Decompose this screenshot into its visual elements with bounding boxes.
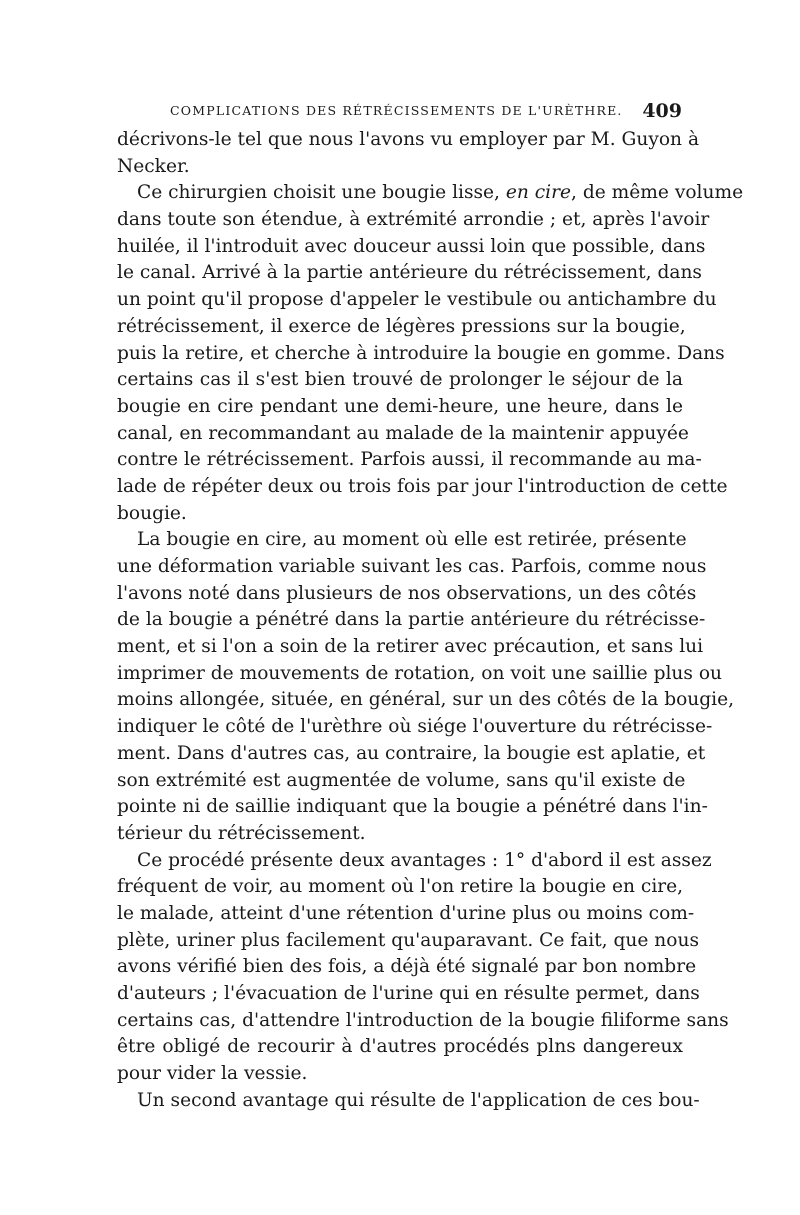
text-line: le malade, atteint d'une rétention d'urine plus ou moins com- — [117, 902, 695, 924]
body-text — [117, 127, 744, 1114]
text-line: le canal. Arrivé à la partie antérieure du rétrécissement, dans — [117, 262, 702, 284]
page-number: 409 — [642, 100, 682, 122]
text-line: dans toute son étendue, à extrémité arrondie ; et, après l'avoir — [117, 209, 710, 231]
text-line: lade de répéter deux ou trois fois par jour l'introduction de cette — [117, 475, 728, 497]
paragraph-start-line: Ce procédé présente deux avantages : 1° d'abord il est assez — [137, 849, 712, 871]
text-line: rétrécissement, il exerce de légères pressions sur la bougie, — [117, 315, 686, 337]
text-line: huilée, il l'introduit avec douceur aussi loin que possible, dans — [117, 235, 706, 257]
text-line: contre le rétrécissement. Parfois aussi, il recommande au ma- — [117, 449, 702, 471]
text-line: une déformation variable suivant les cas. Parfois, comme nous — [117, 556, 707, 577]
text-line: certains cas il s'est bien trouvé de prolonger le séjour de la — [117, 369, 683, 391]
text-line: fréquent de voir, au moment où l'on retire la bougie en cire, — [117, 876, 684, 898]
running-title: COMPLICATIONS DES RÉTRÉCISSEMENTS DE L'URÈTHRE. — [170, 103, 623, 118]
paragraph-start-line: La bougie en cire, au moment où elle est retirée, présente — [137, 529, 687, 551]
text-line: térieur du rétrécissement. — [117, 822, 366, 844]
running-head — [170, 100, 682, 124]
paragraph-start-line: Un second avantage qui résulte de l'application de ces bou- — [137, 1089, 700, 1111]
text-line: avons vérifié bien des fois, a déjà été signalé par bon nombre — [117, 956, 697, 978]
text-line: imprimer de mouvements de rotation, on voit une saillie plus ou — [117, 662, 723, 684]
text-line: bougie en cire pendant une demi-heure, une heure, dans le — [117, 395, 683, 417]
italic-emphasis: en cire — [505, 182, 572, 204]
text-line: de la bougie a pénétré dans la partie antérieure du rétrécisse- — [117, 609, 706, 631]
text-line: bougie. — [117, 502, 187, 524]
text-line: canal, en recommandant au malade de la maintenir appuyée — [117, 422, 689, 444]
text-line: pour vider la vessie. — [117, 1063, 308, 1085]
text-line: un point qu'il propose d'appeler le vestibule ou antichambre du — [117, 289, 717, 311]
text-line: décrivons-le tel que nous l'avons vu employer par M. Guyon à — [117, 129, 700, 150]
text-line: son extrémité est augmentée de volume, sans qu'il existe de — [117, 769, 686, 791]
text-line: pointe ni de saillie indiquant que la bougie a pénétré dans l'in- — [117, 796, 708, 818]
text-line: indiquer le côté de l'urèthre où siége l'ouverture du rétrécisse- — [117, 716, 713, 738]
paragraph-start-line: Ce chirurgien choisit une bougie lisse, en cire, de même volume — [137, 182, 744, 204]
text-line: l'avons noté dans plusieurs de nos observations, un des côtés — [117, 582, 697, 604]
text-line: moins allongée, située, en général, sur un des côtés de la bougie, — [117, 689, 735, 711]
text-line: plète, uriner plus facilement qu'auparavant. Ce fait, que nous — [117, 929, 699, 951]
text-line: ment. Dans d'autres cas, au contraire, la bougie est aplatie, et — [117, 742, 706, 764]
text-line: ment, et si l'on a soin de la retirer avec précaution, et sans lui — [117, 636, 704, 658]
text-line: Necker. — [117, 155, 190, 177]
text-line: d'auteurs ; l'évacuation de l'urine qui en résulte permet, dans — [117, 983, 700, 1004]
text-line: être obligé de recourir à d'autres procédés plns dangereux — [117, 1036, 683, 1058]
text-line: certains cas, d'attendre l'introduction de la bougie filiforme sans — [117, 1009, 729, 1031]
text-line: puis la retire, et cherche à introduire la bougie en gomme. Dans — [117, 342, 725, 364]
